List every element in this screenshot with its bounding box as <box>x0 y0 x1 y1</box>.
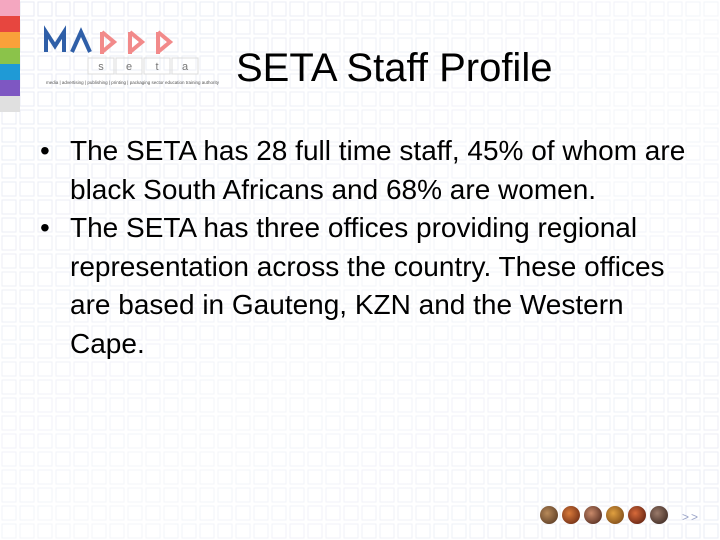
photo-icon-4 <box>606 506 624 524</box>
logo-tagline: media | advertising | publishing | printing | packaging sector education training authority <box>46 80 220 85</box>
bullet-text: The SETA has three offices providing regional representation across the country. These offices are based in Gauteng, KZN and the Western Cape. <box>70 212 665 359</box>
strip-segment <box>0 64 20 80</box>
strip-segment <box>0 32 20 48</box>
strip-segment <box>0 80 20 96</box>
bullet-item <box>40 209 700 363</box>
bullet-text: The SETA has 28 full time staff, 45% of whom are black South Africans and 68% are women. <box>70 135 686 205</box>
logo-letter: s <box>98 61 104 73</box>
bullet-item <box>40 132 700 209</box>
photo-icon-2 <box>562 506 580 524</box>
photo-icon-6 <box>650 506 668 524</box>
photo-icon-5 <box>628 506 646 524</box>
slide-title: SETA Staff Profile <box>236 46 553 90</box>
photo-icon-3 <box>584 506 602 524</box>
photo-icon-1 <box>540 506 558 524</box>
logo-letter: a <box>181 61 189 73</box>
logo-letter: t <box>155 61 159 73</box>
logo-mark-icon <box>40 24 205 80</box>
strip-segment <box>0 16 20 32</box>
logo-letter: e <box>125 61 133 73</box>
next-slide-icon[interactable]: >> <box>682 510 701 524</box>
mappp-seta-logo <box>40 24 220 94</box>
bullet-list <box>40 132 700 363</box>
bullet-symbol: • <box>40 135 50 166</box>
color-strip <box>0 0 22 110</box>
bullet-symbol: • <box>40 212 50 243</box>
strip-segment <box>0 96 20 112</box>
strip-segment <box>0 48 20 64</box>
strip-segment <box>0 0 20 16</box>
footer-photo-strip <box>540 504 680 528</box>
